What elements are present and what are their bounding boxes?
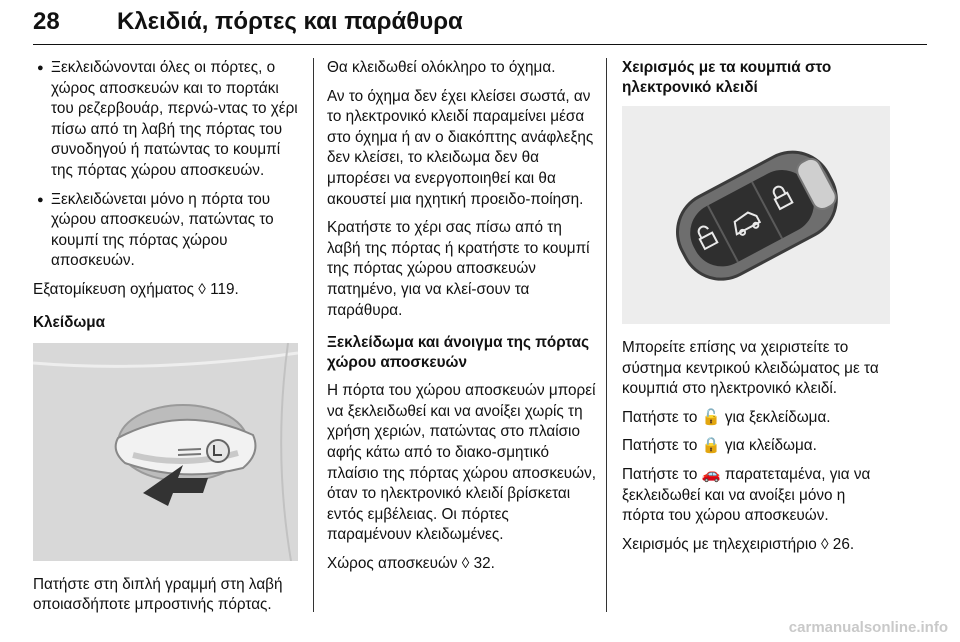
section-heading: Κλείδωμα: [33, 313, 106, 331]
instruction-lock: Πατήστε το 🔒 για κλείδωμα.: [622, 437, 817, 455]
watermark: carmanualsonline.info: [788, 619, 948, 636]
header-divider: [33, 44, 927, 45]
column-1: [33, 58, 303, 624]
electronic-key-figure: [622, 106, 890, 324]
bullet-item: ● Ξεκλειδώνονται όλες οι πόρτες, ο χώρος αποσκευών και το πορτάκι του ρεζερβουάρ, περνώ-ντας το χέρι πίσω από τη λαβή της πόρτας του συνοδηγού ή πατώντας το κουμπί της πόρτας χώρου αποσκευών.: [33, 58, 303, 182]
column-divider: [606, 58, 607, 612]
instruction-trunk: Πατήστε το 🚗 παρατεταμένα, για να ξεκλειδωθεί και να ανοίξει μόνο η πόρτα του χώρου αποσκευών.: [622, 465, 871, 525]
door-handle-figure: [33, 343, 298, 561]
column-2: [327, 58, 597, 582]
paragraph: Αν το όχημα δεν έχει κλείσει σωστά, αν το ηλεκτρονικό κλειδί παραμείνει μέσα στο όχημα ή αν ο διακόπτης ανάφλεξης δεν κλείσει, το κλειδωμα δεν θα μπορέσει να ενεργοποιηθεί και θα ακουστεί μια ηχητική προειδο-ποίηση.: [327, 87, 594, 208]
section-heading: Ξεκλείδωμα και άνοιγμα της πόρτας χώρου αποσκευών: [327, 334, 590, 372]
page-title: Κλειδιά, πόρτες και παράθυρα: [117, 8, 463, 35]
cross-reference: Χώρος αποσκευών ◊ 32.: [327, 554, 495, 572]
figure-caption: Πατήστε στη διπλή γραμμή στη λαβή οποιασδήποτε μπροστινής πόρτας.: [33, 575, 283, 614]
instruction-unlock: Πατήστε το 🔓 για ξεκλείδωμα.: [622, 408, 831, 426]
cross-reference: Χειρισμός με τηλεχειριστήριο ◊ 26.: [622, 535, 855, 553]
page-header: [33, 6, 927, 46]
column-3: [622, 58, 890, 563]
bullet-item: ● Ξεκλειδώνεται μόνο η πόρτα του χώρου αποσκευών, πατώντας το κουμπί της πόρτας χώρου αποσκευών.: [33, 190, 303, 272]
page-number: 28: [33, 8, 60, 35]
cross-reference: Εξατομίκευση οχήματος ◊ 119.: [33, 280, 239, 298]
paragraph: Κρατήστε το χέρι σας πίσω από τη λαβή της πόρτας ή κρατήστε το κουμπί της πόρτας χώρου αποσκευών πατημένο, για να κλεί-σουν τα παράθυρα.: [327, 219, 590, 319]
column-divider: [313, 58, 314, 612]
paragraph: Μπορείτε επίσης να χειριστείτε το σύστημα κεντρικού κλειδώματος με τα κουμπιά στο ηλεκτρονικό κλειδί.: [622, 339, 879, 398]
paragraph: Θα κλειδωθεί ολόκληρο το όχημα.: [327, 59, 556, 76]
paragraph: Η πόρτα του χώρου αποσκευών μπορεί να ξεκλειδωθεί και να ανοίξει χωρίς τη χρήση χεριών, πατώντας στο πλαίσιο αφής κάτω από το διακο-σμητικό πλαίσιο της πόρτας χώρου αποσκευών, όταν το ηλεκτρονικό κλειδί βρίσκεται εντός εμβέλειας. Οι πόρτες παραμένουν κλειδωμένες.: [327, 382, 597, 544]
section-heading: Χειρισμός με τα κουμπιά στο ηλεκτρονικό κλειδί: [622, 59, 832, 96]
